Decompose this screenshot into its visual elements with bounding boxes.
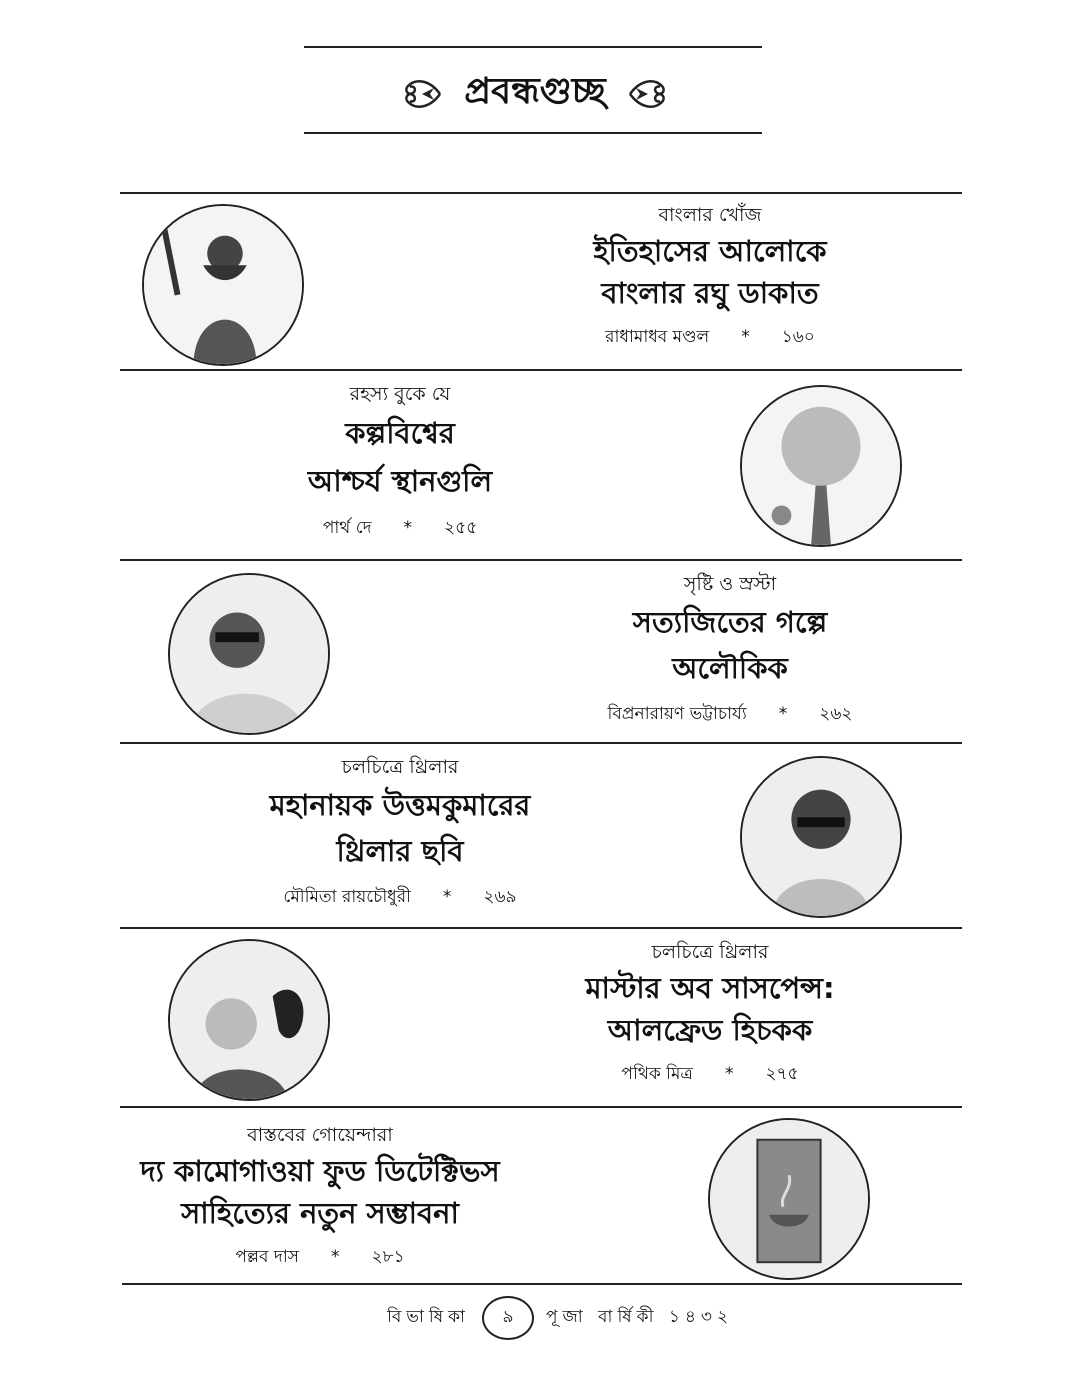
entry-author: রাধামাধব মণ্ডল [605, 327, 710, 347]
person-portrait-icon [170, 575, 328, 733]
entry-page: ২৫৫ [444, 518, 478, 538]
entry-title-line2: অলৌকিক [672, 651, 788, 685]
entry-title-line1: ইতিহাসের আলোকে [593, 234, 827, 268]
entry-text [120, 1120, 520, 1272]
entry-page: ২৭৫ [765, 1064, 799, 1084]
toc-entry[interactable] [120, 371, 962, 559]
portrait-illustration [740, 385, 902, 547]
page-footer [380, 1296, 740, 1340]
entry-text [250, 379, 550, 543]
separator-asterisk: * [778, 704, 788, 724]
entry-category: চলচিত্রে থ্রিলার [651, 941, 769, 963]
separator-asterisk: * [403, 518, 413, 538]
entry-title-line2: থ্রিলার ছবি [336, 834, 464, 868]
separator-asterisk: * [724, 1064, 734, 1084]
portrait-illustration [740, 756, 902, 918]
entry-title-line2: আশ্চর্য স্থানগুলি [307, 464, 493, 498]
tree-illustration-icon [742, 387, 900, 545]
magazine-name: বিভাষিকা [386, 1307, 470, 1327]
entry-author: মৌমিতা রায়চৌধুরী [283, 887, 411, 907]
entry-author: বিপ্রনারায়ণ ভট্টাচার্য্য [607, 704, 747, 724]
figure-portrait-icon [144, 206, 302, 364]
toc-entry[interactable] [120, 194, 962, 369]
entry-page: ২৬২ [819, 704, 853, 724]
ornament-right-icon [626, 74, 670, 114]
entry-title-line1: কল্পবিশ্বের [345, 416, 455, 450]
entry-text [480, 200, 940, 352]
entry-divider [122, 1283, 962, 1285]
entry-category: চলচিত্রে থ্রিলার [341, 756, 459, 778]
portrait-illustration [168, 573, 330, 735]
book-cover-icon [710, 1120, 868, 1278]
separator-asterisk: * [330, 1247, 340, 1267]
entry-text [520, 569, 940, 729]
entry-title-line2: আলফ্রেড হিচকক [607, 1013, 813, 1047]
portrait-illustration [708, 1118, 870, 1280]
entry-title-line1: মাস্টার অব সাসপেন্স: [585, 971, 835, 1005]
toc-entry[interactable] [120, 561, 962, 742]
entry-title-line2: সাহিত্যের নতুন সম্ভাবনা [181, 1196, 459, 1230]
entry-title-line2: বাংলার রঘু ডাকাত [601, 276, 819, 310]
entry-text [230, 752, 570, 912]
edition-label: পূজা বার্ষিকী ১৪৩২ [545, 1307, 734, 1327]
ornament-left-icon [400, 74, 444, 114]
person-with-crow-icon [170, 941, 328, 1099]
entry-title-line1: সত্যজিতের গল্পে [632, 605, 828, 639]
toc-entry[interactable] [120, 1108, 962, 1283]
entry-author: পার্থ দে [322, 518, 372, 538]
header-rule-top [304, 46, 762, 48]
entry-category: সৃষ্টি ও স্রস্টা [683, 573, 777, 595]
portrait-illustration [168, 939, 330, 1101]
portrait-illustration [142, 204, 304, 366]
entry-author: পথিক মিত্র [621, 1064, 693, 1084]
entry-title-line1: মহানায়ক উত্তমকুমারের [269, 788, 531, 822]
entry-page: ১৬০ [781, 327, 815, 347]
entry-text [550, 937, 870, 1089]
entry-category: বাংলার খোঁজ [658, 204, 762, 226]
entry-category: রহস্য বুকে যে [349, 383, 451, 405]
entry-page: ২৮১ [371, 1247, 405, 1267]
toc-entry[interactable] [120, 744, 962, 927]
entry-title-line1: দ্য কামোগাওয়া ফুড ডিটেক্টিভস [140, 1154, 500, 1188]
person-portrait-icon [742, 758, 900, 916]
entry-category: বাস্তবের গোয়েন্দারা [247, 1124, 393, 1146]
entry-page: ২৬৯ [483, 887, 517, 907]
page-title: প্রবন্ধগুচ্ছ [464, 71, 606, 112]
toc-entry[interactable] [120, 929, 962, 1106]
section-heading [300, 62, 770, 126]
separator-asterisk: * [741, 327, 750, 347]
header-rule-bottom [304, 132, 762, 134]
page-number: ৯ [482, 1296, 534, 1340]
entry-author: পল্লব দাস [235, 1247, 299, 1267]
separator-asterisk: * [442, 887, 452, 907]
